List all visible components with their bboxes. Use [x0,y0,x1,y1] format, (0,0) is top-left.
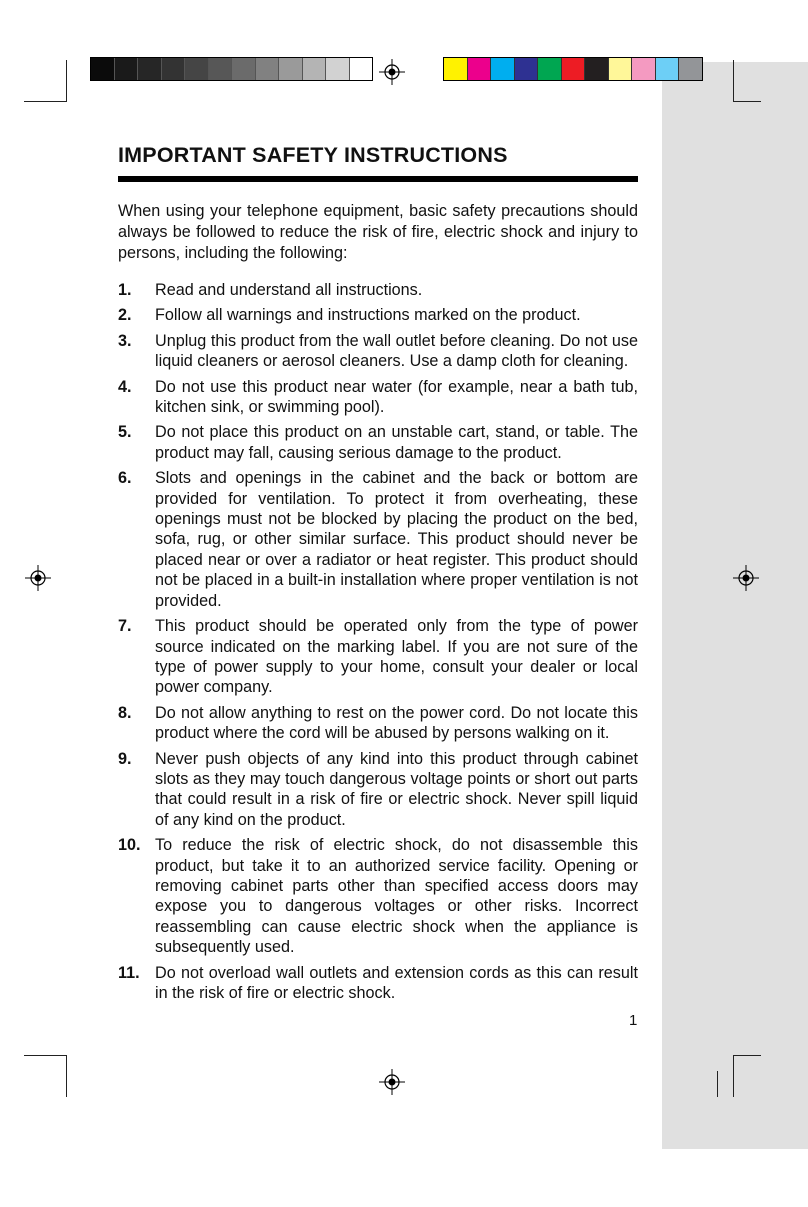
color-swatch [608,58,632,80]
grayscale-swatch [161,58,185,80]
item-text: Follow all warnings and instructions marked on the product. [155,306,581,325]
list-item [118,377,638,418]
intro-paragraph: When using your telephone equipment, basic safety precautions should always be followed to reduce the risk of fire, electric shock and injury to persons, including the following: [118,202,638,262]
item-number: 9. [118,749,132,768]
safety-instruction-list [118,280,638,1008]
item-text: Slots and openings in the cabinet and the back or bottom are provided for ventilation. To protect it from overheating, these openings must not be blocked by placing the product on the bed, sofa, rug, or other similar surface. This product should never be placed near or over a radiator or heat register. This product should not be placed in a built-in installation where proper ventilation is not provided. [155,469,638,610]
crop-mark-bl-h [24,1055,66,1056]
list-item [118,280,638,300]
color-swatch [561,58,585,80]
grayscale-swatch [137,58,161,80]
list-item [118,963,638,1004]
item-text: Do not overload wall outlets and extension cords as this can result in the risk of fire or electric shock. [155,963,638,1002]
registration-target-icon [733,565,759,591]
item-text: To reduce the risk of electric shock, do not disassemble this product, but take it to an authorized service facility. Opening or removing cabinet parts other than specified access doors may expose you to dangerous voltages or other risks. Incorrect reassembling can cause electric shock when the appliance is subsequently used. [155,836,638,957]
item-number: 1. [118,281,132,299]
item-text: Do not place this product on an unstable cart, stand, or table. The product may fall, causing serious damage to the product. [155,423,638,462]
crop-mark-bl-v [66,1055,67,1097]
item-text: This product should be operated only from the type of power source indicated on the marking label. If you are not sure of the type of power supply to your home, consult your dealer or local power company. [155,617,638,697]
color-swatch [678,58,702,80]
grayscale-swatch [255,58,279,80]
crop-mark-tr-v [733,60,734,102]
item-number: 4. [118,377,132,396]
item-number: 6. [118,469,132,488]
item-number: 7. [118,617,132,636]
list-item [118,749,638,831]
grayscale-swatch [114,58,138,80]
registration-target-icon [379,59,405,85]
color-swatch [655,58,679,80]
list-item [118,422,638,463]
item-number: 5. [118,423,132,442]
grayscale-swatch [208,58,232,80]
item-number: 8. [118,703,132,722]
item-text: Never push objects of any kind into this product through cabinet slots as they may touch dangerous voltage points or short out parts that could result in a risk of fire or electric shock. Never spill liquid of any kind on the product. [155,749,638,829]
crop-mark-br-v [733,1055,734,1097]
color-swatch [537,58,561,80]
grayscale-swatch [231,58,255,80]
item-number: 10. [118,836,141,855]
item-number: 3. [118,331,132,350]
grayscale-swatch [91,58,114,80]
color-calibration-bar [443,57,703,81]
grayscale-swatch [325,58,349,80]
item-text: Unplug this product from the wall outlet before cleaning. Do not use liquid cleaners or aerosol cleaners. Use a damp cloth for cleaning. [155,331,638,371]
crop-mark-tr-h [733,101,761,102]
list-item [118,468,638,611]
list-item [118,703,638,744]
list-item [118,616,638,698]
color-swatch [467,58,491,80]
crop-mark-tl-v [66,60,67,102]
grayscale-swatch [278,58,302,80]
color-swatch [514,58,538,80]
page-title: IMPORTANT SAFETY INSTRUCTIONS [118,143,508,167]
crop-mark-br-v2 [717,1071,718,1097]
grayscale-swatch [184,58,208,80]
list-item [118,331,638,372]
list-item [118,305,638,325]
color-swatch [631,58,655,80]
item-text: Read and understand all instructions. [155,281,423,299]
list-item [118,835,638,957]
registration-target-icon [379,1069,405,1095]
crop-mark-br-h [733,1055,761,1056]
item-text: Do not allow anything to rest on the power cord. Do not locate this product where the cord will be abused by persons walking on it. [155,703,638,743]
item-number: 11. [118,963,140,982]
color-swatch [584,58,608,80]
item-text: Do not use this product near water (for example, near a bath tub, kitchen sink, or swimming pool). [155,377,638,417]
crop-mark-tl-h [24,101,66,102]
item-number: 2. [118,306,132,325]
registration-target-icon [25,565,51,591]
grayscale-calibration-bar [90,57,373,81]
color-swatch [490,58,514,80]
side-margin-band [662,62,808,1149]
page-number: 1 [629,1012,638,1029]
grayscale-swatch [302,58,326,80]
title-underline [118,176,638,182]
grayscale-swatch [349,58,373,80]
color-swatch [444,58,467,80]
